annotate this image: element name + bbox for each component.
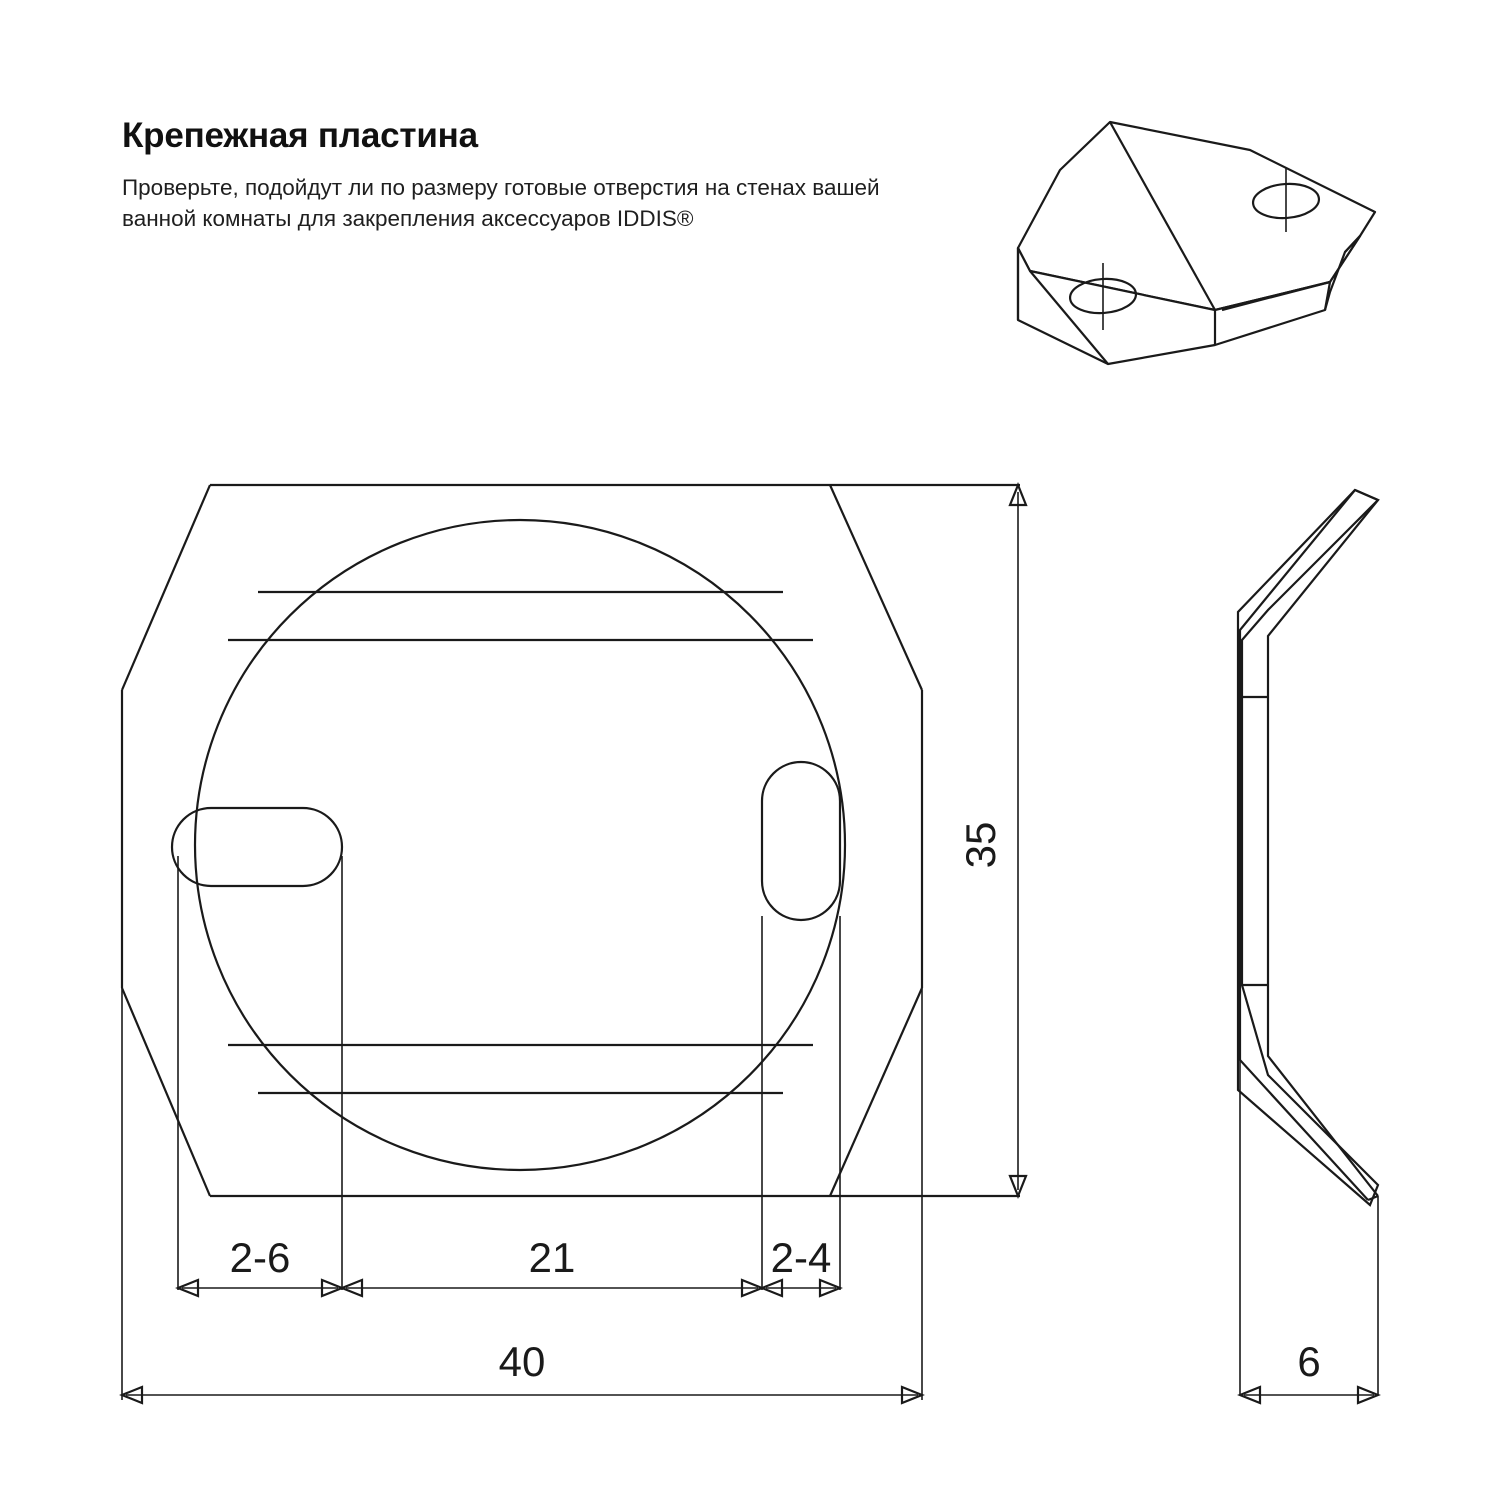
edge-bottom-left [122, 988, 210, 1196]
dimension-left-slot-label: 2-6 [229, 1234, 291, 1281]
dimension-total-width-label: 40 [498, 1338, 546, 1385]
side-view [1238, 490, 1378, 1403]
isometric-view [1018, 122, 1375, 364]
edge-top-right [830, 485, 922, 690]
slot-left [172, 808, 342, 886]
dimension-right-slot-label: 2-4 [770, 1234, 832, 1281]
front-view [122, 485, 1026, 1403]
dimension-height-label: 35 [957, 821, 1004, 869]
dimension-thickness-label: 6 [1297, 1338, 1321, 1385]
dimension-height [957, 485, 1026, 1196]
page-title: Крепежная пластина [122, 116, 478, 155]
side-left-edge [1240, 490, 1368, 1200]
side-profile-outline [1238, 490, 1378, 1205]
front-view-circle [195, 520, 845, 1170]
header-block [122, 116, 922, 234]
side-top-edge [1355, 490, 1378, 500]
edge-top-left [122, 485, 210, 690]
dimension-center-label: 21 [528, 1234, 576, 1281]
slot-right [762, 762, 840, 920]
page-subtitle: Проверьте, подойдут ли по размеру готовые отверстия на стенах вашей ванной комнаты для закрепления аксессуаров IDDIS® [122, 175, 880, 232]
dimension-total-width [122, 1338, 922, 1403]
dimension-row-holes [178, 1234, 840, 1296]
dimension-thickness [1240, 1338, 1378, 1403]
edge-bottom-right [830, 988, 922, 1196]
